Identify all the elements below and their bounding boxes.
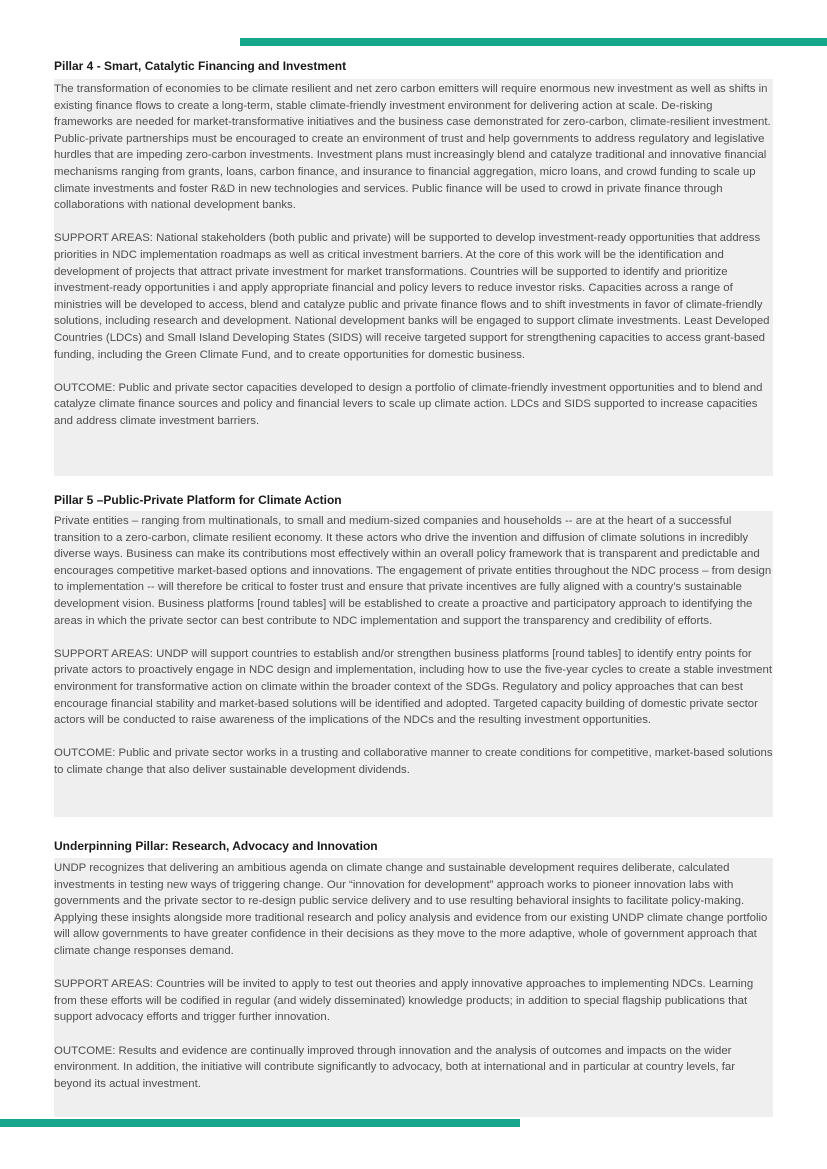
pillar5-intro: Private entities – ranging from multinationals, to small and medium-sized companies and households -- are at the heart of a successful transition to a zero-carbon, climate resilient economy. It these actors who drive the invention and diffusion of climate solutions in incredibly diverse ways. Business can make its contributions most effectively within an overall policy framework that is transparent and predictable and encourages competitive market-based options and innovations. The engagement of private entities throughout the NDC process – from design to implementation -- will therefore be critical to foster trust and ensure that private incentives are fully aligned with a country’s sustainable development vision. Business platforms [round tables] will be established to create a proactive and participatory approach to identifying the areas in which the private sector can best contribute to NDC implementation and support the transparency and credibility of efforts.	[54, 515, 772, 627]
underpinning-outcome: OUTCOME: Results and evidence are continually improved through innovation and the analysis of outcomes and impacts on the wider environment. In addition, the initiative will contribute significantly to advocacy, both at international and in particular at country levels, far beyond its actual investment.	[54, 1044, 736, 1090]
pillar5-title: Pillar 5 –Public-Private Platform for Climate Action	[54, 493, 342, 507]
underpinning-title: Underpinning Pillar: Research, Advocacy and Innovation	[54, 839, 378, 853]
pillar4-section	[54, 79, 773, 476]
pillar5-support-areas: SUPPORT AREAS: UNDP will support countries to establish and/or strengthen business platforms [round tables] to identify entry points for private actors to proactively engage in NDC design and implementation, including how to use the five-year cycles to create a stable investment environment for transformative action on climate within the broader context of the SDGs. Regulatory and policy approaches that can best encourage financial stability and market-based solutions will be identified and adopted. Targeted capacity building of domestic private sector actors will be conducted to raise awareness of the implications of the NDCs and the resulting investment opportunities.	[54, 647, 772, 727]
bottom-accent-bar	[0, 1119, 520, 1127]
pillar4-intro: The transformation of economies to be climate resilient and net zero carbon emitters will require enormous new investment as well as shifts in existing finance flows to create a long-term, stable climate-friendly investment environment for delivering action at scale. De-risking frameworks are needed for market-transformative initiatives and the business case demonstrated for zero-carbon, climate-resilient investment. Public-private partnerships must be encouraged to create an environment of trust and help governments to address regulatory and legislative hurdles that are impeding zero-carbon investments. Investment plans must increasingly blend and catalyze traditional and innovative financial mechanisms ranging from grants, loans, carbon finance, and insurance to financial aggregation, micro loans, and crowd funding to scale up climate investments and foster R&D in new technologies and services. Public finance will be used to crowd in private finance through collaborations with national development banks.	[54, 83, 771, 212]
top-accent-bar	[240, 38, 827, 46]
underpinning-intro: UNDP recognizes that delivering an ambitious agenda on climate change and sustainable development requires deliberate, calculated investments in testing new ways of triggering change. Our “innovation for development” approach works to pioneer innovation labs with governments and the private sector to re-design public service delivery and to use resulting behavioral insights to facilitate policy-making. Applying these insights alongside more traditional research and policy analysis and evidence from our existing UNDP climate change portfolio will allow governments to have greater confidence in their decisions as they move to the more adaptive, whole of government approach that climate change responses demand.	[54, 862, 768, 957]
underpinning-support-areas: SUPPORT AREAS: Countries will be invited to apply to test out theories and apply innovative approaches to implementing NDCs. Learning from these efforts will be codified in regular (and widely disseminated) knowledge products; in addition to special flagship publications that support advocacy efforts and trigger further innovation.	[54, 978, 754, 1024]
underpinning-section	[54, 858, 773, 1117]
pillar4-support-areas: SUPPORT AREAS: National stakeholders (both public and private) will be supported to develop investment-ready opportunities that address priorities in NDC implementation roadmaps as well as critical investment barriers. At the core of this work will be the identification and development of projects that attract private investment for market transformations. Countries will be supported to identify and prioritize investment-ready opportunities i and apply appropriate financial and policy levers to reduce investor risks. Capacities across a range of ministries will be developed to access, blend and catalyze public and private finance flows and to shift investments in favor of climate-friendly solutions, including research and development. National development banks will be engaged to support climate investments. Least Developed Countries (LDCs) and Small Island Developing States (SIDS) will receive targeted support for strengthening capacities to access grant-based funding, including the Green Climate Fund, and to create opportunities for domestic business.	[54, 232, 770, 361]
pillar4-outcome: OUTCOME: Public and private sector capacities developed to design a portfolio of climate-friendly investment opportunities and to blend and catalyze climate finance sources and policy and financial levers to scale up climate action. LDCs and SIDS supported to increase capacities and address climate investment barriers.	[54, 381, 763, 427]
pillar4-title: Pillar 4 - Smart, Catalytic Financing and Investment	[54, 59, 347, 73]
pillar5-outcome: OUTCOME: Public and private sector works in a trusting and collaborative manner to create conditions for competitive, market-based solutions to climate change that also deliver sustainable development dividends.	[54, 747, 773, 776]
pillar5-section	[54, 511, 773, 817]
